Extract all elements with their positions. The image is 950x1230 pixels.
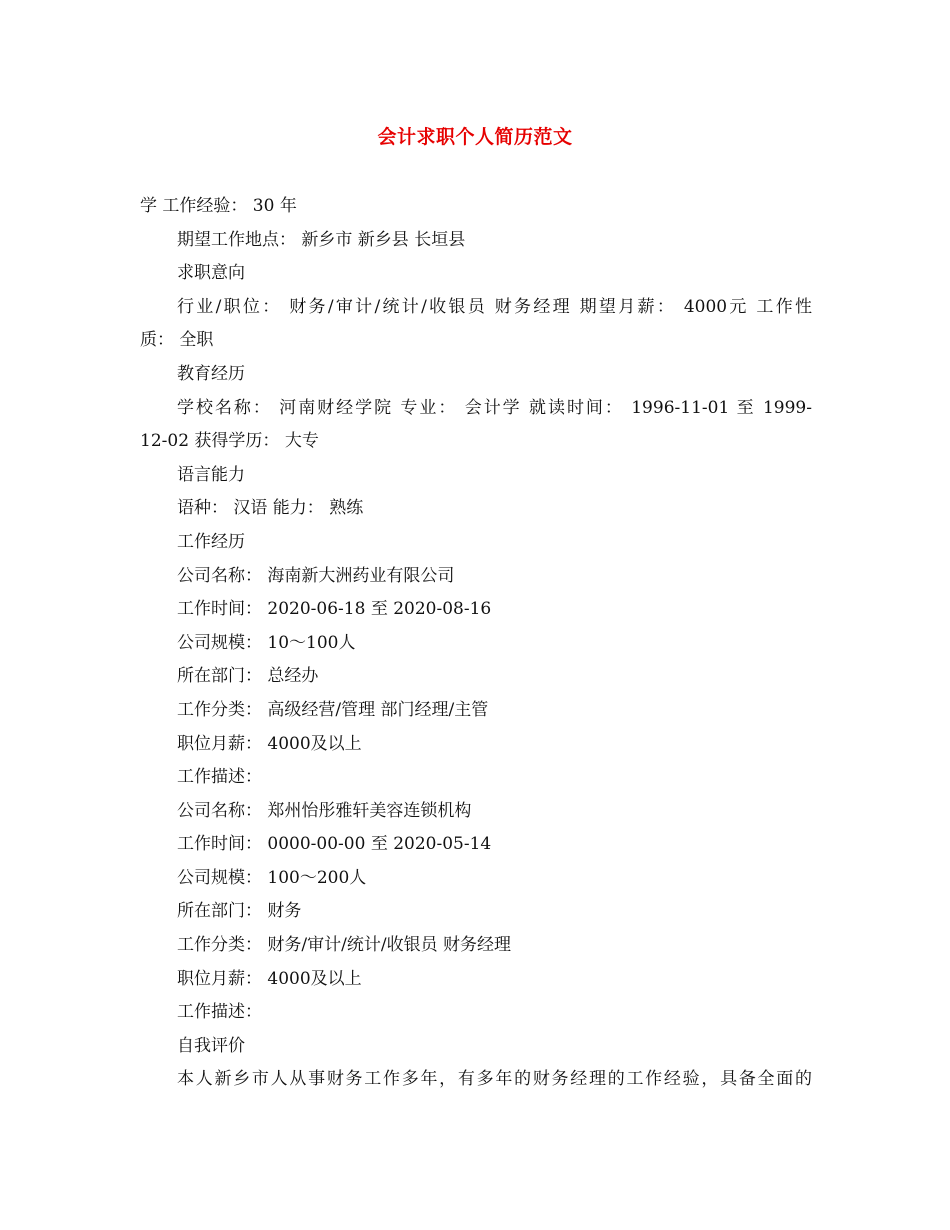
text-line: 职位月薪： 4000及以上 xyxy=(177,733,362,754)
text-line: 工作描述： xyxy=(177,1002,262,1023)
text-line: 工作分类： 高级经营/管理 部门经理/主管 xyxy=(177,699,489,720)
text-line: 公司规模： 10～100人 xyxy=(177,632,356,653)
text-line: 语言能力 xyxy=(177,464,245,485)
text-line: 工作分类： 财务/审计/统计/收银员 财务经理 xyxy=(177,935,511,956)
text-line: 期望工作地点： 新乡市 新乡县 长垣县 xyxy=(177,229,466,250)
text-line: 工作经历 xyxy=(177,531,245,552)
text-line: 所在部门： 财务 xyxy=(177,901,302,922)
text-line: 工作时间： 0000-00-00 至 2020-05-14 xyxy=(177,834,492,855)
text-line: 职位月薪： 4000及以上 xyxy=(177,968,362,989)
text-line: 公司名称： 海南新大洲药业有限公司 xyxy=(177,565,455,586)
document-title: 会计求职个人简历范文 xyxy=(377,126,573,148)
text-line: 学校名称： 河南财经学院 专业： 会计学 就读时间： 1996-11-01 至 1999- xyxy=(177,397,812,418)
text-line: 教育经历 xyxy=(177,363,245,384)
text-line: 本人新乡市人从事财务工作多年，有多年的财务经理的工作经验，具备全面的 xyxy=(177,1069,812,1090)
text-line: 公司名称： 郑州怡彤雅轩美容连锁机构 xyxy=(177,800,472,821)
text-line: 语种： 汉语 能力： 熟练 xyxy=(177,498,364,519)
text-line: 公司规模： 100～200人 xyxy=(177,867,367,888)
text-line: 求职意向 xyxy=(177,263,245,284)
text-line: 行业/职位： 财务/审计/统计/收银员 财务经理 期望月薪： 4000元 工作性 xyxy=(177,296,812,317)
text-line: 学 工作经验： 30 年 xyxy=(140,196,297,216)
text-line: 工作时间： 2020-06-18 至 2020-08-16 xyxy=(177,599,492,620)
text-line: 工作描述： xyxy=(177,767,262,788)
text-line: 12-02 获得学历： 大专 xyxy=(140,431,319,452)
text-line: 所在部门： 总经办 xyxy=(177,666,319,687)
document-body xyxy=(140,190,812,1097)
text-line: 质： 全职 xyxy=(140,330,214,351)
text-line: 自我评价 xyxy=(177,1035,245,1056)
